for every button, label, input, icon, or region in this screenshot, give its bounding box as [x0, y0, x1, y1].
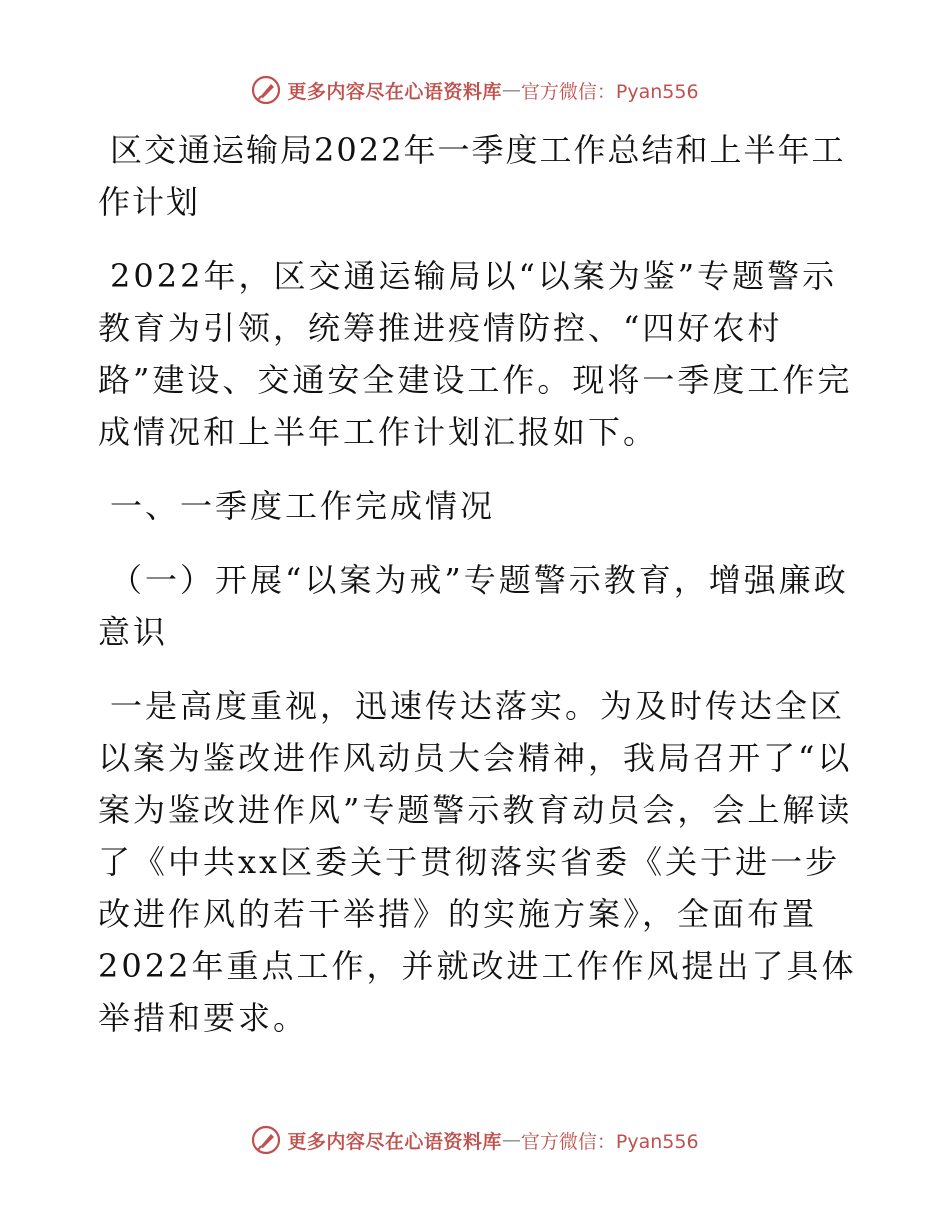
watermark-text: 更多内容尽在心语资料库: [287, 80, 502, 103]
document-title: 区交通运输局2022年一季度工作总结和上半年工作计划: [98, 131, 846, 221]
document-body: [98, 124, 858, 1066]
quill-pen-logo-icon: [251, 75, 281, 105]
watermark-separator: —: [501, 79, 521, 101]
watermark-wechat: 官方微信：Pyan556: [520, 1130, 699, 1153]
footer-watermark-banner: [0, 1122, 950, 1158]
watermark-text: 更多内容尽在心语资料库: [287, 1130, 502, 1153]
subsection-heading-1: （一）开展“以案为戒”专题警示教育，增强廉政意识: [98, 561, 849, 651]
section-heading-1: 一、一季度工作完成情况: [110, 487, 496, 525]
watermark-wechat: 官方微信：Pyan556: [520, 80, 699, 103]
watermark-separator: —: [501, 1129, 521, 1151]
intro-paragraph: 2022年，区交通运输局以“以案为鉴”专题警示教育为引领，统筹推进疫情防控、“四好农村路”建设、交通安全建设工作。现将一季度工作完成情况和上半年工作计划汇报如下。: [98, 257, 853, 451]
body-paragraph-1: 一是高度重视，迅速传达落实。为及时传达全区以案为鉴改进作风动员大会精神，我局召开了“以案为鉴改进作风”专题警示教育动员会，会上解读了《中共xx区委关于贯彻落实省委《关于进一步改进作风的若干举措》的实施方案》，全面布置2022年重点工作，并就改进工作作风提出了具体举措和要求。: [98, 687, 857, 1037]
quill-pen-logo-icon: [251, 1125, 281, 1155]
header-watermark-banner: [0, 72, 950, 108]
